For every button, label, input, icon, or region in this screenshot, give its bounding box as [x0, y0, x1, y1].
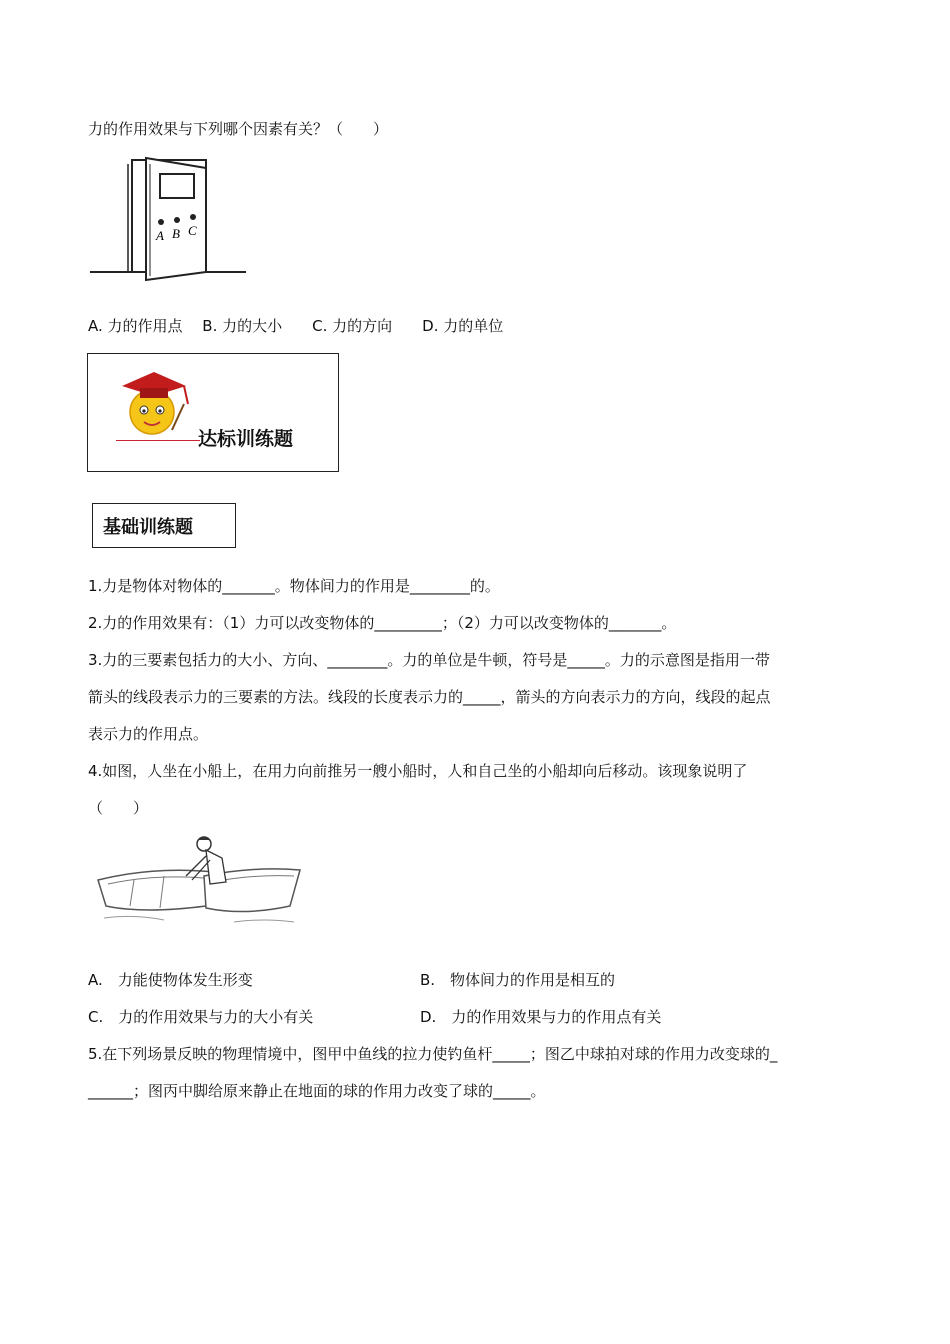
banner-underline	[116, 440, 200, 441]
door-label-c: C	[188, 223, 197, 238]
question-5-line-1: 5.在下列场景反映的物理情境中，图甲中鱼线的拉力使钓鱼杆_____；图乙中球拍对球的作用力改变球的_	[88, 1045, 778, 1063]
section-heading-box	[92, 503, 236, 548]
door-figure	[88, 150, 250, 290]
question-2: 2.力的作用效果有：（1）力可以改变物体的_________；（2）力可以改变物体的_______。	[88, 614, 677, 632]
question-4-option-a: A. 力能使物体发生形变	[88, 971, 253, 989]
question-4-option-c: C. 力的作用效果与力的大小有关	[88, 1008, 314, 1026]
intro-options: A. 力的作用点 B. 力的大小 C. 力的方向 D. 力的单位	[88, 317, 504, 335]
boat-figure	[94, 836, 304, 936]
question-3-line-1: 3.力的三要素包括力的大小、方向、________。力的单位是牛顿，符号是_____。力的示意图是指用一带	[88, 651, 770, 669]
question-3-line-2: 箭头的线段表示力的三要素的方法。线段的长度表示力的_____，箭头的方向表示力的方向，线段的起点	[88, 688, 771, 706]
door-label-a: A	[156, 228, 164, 243]
training-banner	[87, 353, 339, 472]
section-title: 基础训练题	[103, 517, 193, 538]
intro-question: 力的作用效果与下列哪个因素有关？（ ）	[88, 120, 389, 138]
question-4-line-2: （ ）	[88, 799, 149, 817]
question-4-option-d: D. 力的作用效果与力的作用点有关	[420, 1008, 662, 1026]
door-label-b: B	[172, 226, 180, 241]
question-1: 1.力是物体对物体的_______。物体间力的作用是________的。	[88, 577, 500, 595]
question-4-option-b: B. 物体间力的作用是相互的	[420, 971, 616, 989]
question-3-line-3: 表示力的作用点。	[88, 725, 209, 743]
question-5-line-2: ______；图丙中脚给原来静止在地面的球的作用力改变了球的_____。	[88, 1082, 546, 1100]
question-4-line-1: 4.如图，人坐在小船上，在用力向前推另一艘小船时，人和自己坐的小船却向后移动。该现象说明了	[88, 762, 748, 780]
banner-title: 达标训练题	[198, 428, 294, 450]
scholar-mascot-icon	[114, 364, 194, 444]
